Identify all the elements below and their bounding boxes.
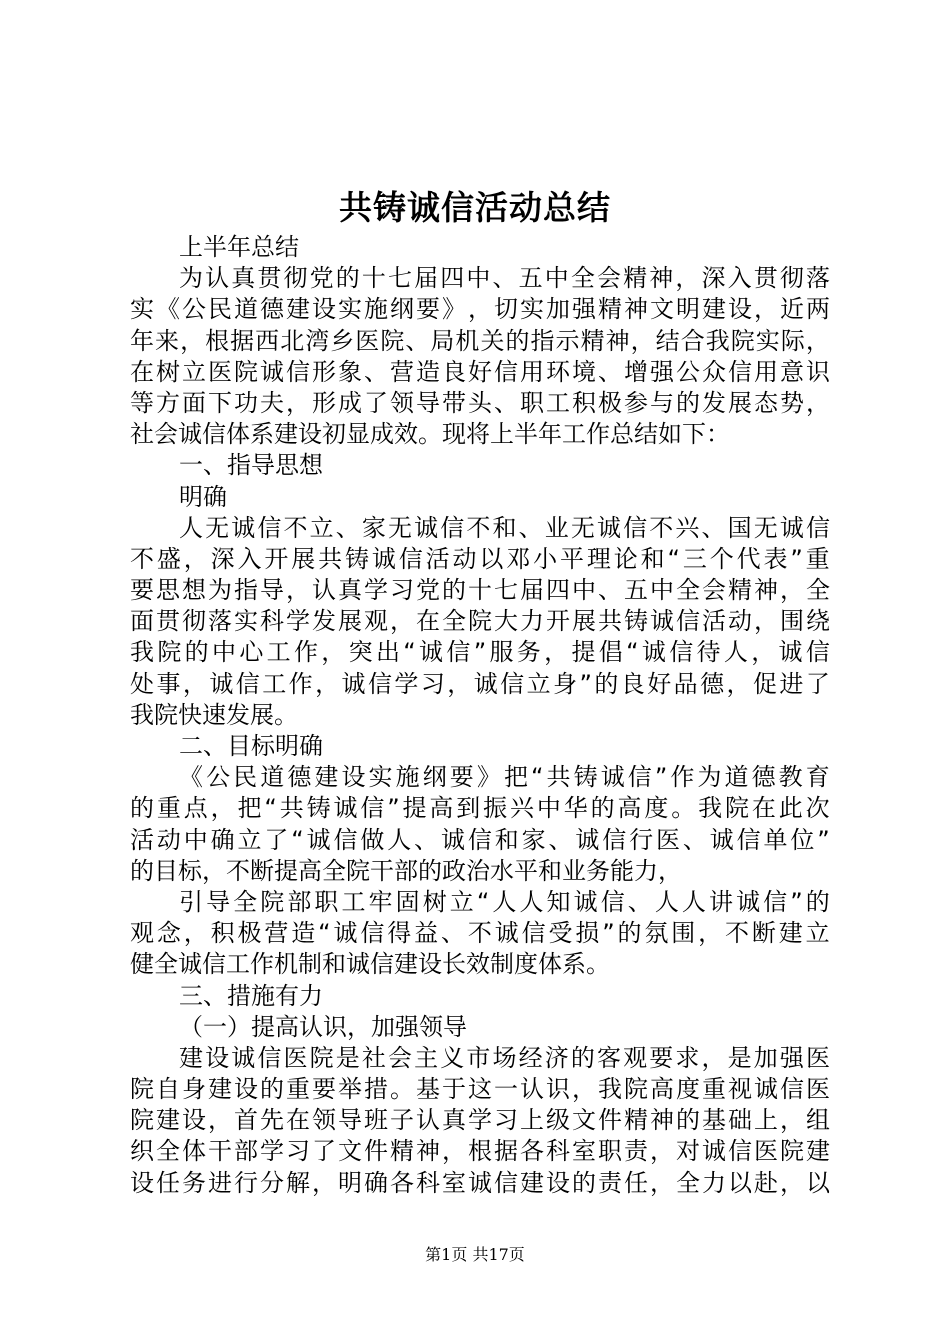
body-line: 三、措施有力 (179, 981, 323, 1010)
body-line: 院 自 身 建 设 的 重 要 举 措 。 基 于 这 一 认 识 ， 我 院 高 度 重 视 诚 信 医 (130, 1075, 830, 1104)
body-line: 建 设 诚 信 医 院 是 社 会 主 义 市 场 经 济 的 客 观 要 求 ， 是 加 强 医 (179, 1043, 830, 1072)
body-line: 实 《 公 民 道 德 建 设 实 施 纲 要 》 ， 切 实 加 强 精 神 文 明 建 设 ， 近 两 (130, 295, 830, 324)
body-line: 在 树 立 医 院 诚 信 形 象 、 营 造 良 好 信 用 环 境 、 增 强 公 众 信 用 意 识 (130, 357, 830, 386)
body-line: 设 任 务 进 行 分 解 ， 明 确 各 科 室 诚 信 建 设 的 责 任 ， 全 力 以 赴 ， 以 (130, 1168, 830, 1197)
body-line: 我院快速发展。 (130, 700, 298, 729)
body-line: 社会诚信体系建设初显成效。现将上半年工作总结如下： (130, 420, 730, 449)
body-line: 为 认 真 贯 彻 党 的 十 七 届 四 中 、 五 中 全 会 精 神 ， 深 入 贯 彻 落 (179, 264, 830, 293)
body-line: 二、目标明确 (179, 732, 323, 760)
body-line: 处 事 ， 诚 信 工 作 ， 诚 信 学 习 ， 诚 信 立 身 ” 的 良 好 品 德 ， 促 进 了 (130, 669, 830, 698)
body-line: 活 动 中 确 立 了 “ 诚 信 做 人 、 诚 信 和 家 、 诚 信 行 医 、 诚 信 单 位 ” (130, 825, 830, 854)
body-line: 面 贯 彻 落 实 科 学 发 展 观 ， 在 全 院 大 力 开 展 共 铸 诚 信 活 动 ， 围 绕 (130, 607, 830, 636)
body-line: 上半年总结 (179, 233, 299, 261)
body-line: 的目标，不断提高全院干部的政治水平和业务能力， (130, 856, 682, 885)
body-line: 《 公 民 道 德 建 设 实 施 纲 要 》 把 “ 共 铸 诚 信 ” 作 为 道 德 教 育 (179, 763, 830, 792)
body-line: 引 导 全 院 部 职 工 牢 固 树 立 “ 人 人 知 诚 信 、 人 人 讲 诚 信 ” 的 (179, 887, 830, 916)
body-line: 我 院 的 中 心 工 作 ， 突 出 “ 诚 信 ” 服 务 ， 提 倡 “ 诚 信 待 人 ， 诚 信 (130, 638, 830, 667)
body-line: 要 思 想 为 指 导 ， 认 真 学 习 党 的 十 七 届 四 中 、 五 中 全 会 精 神 ， 全 (130, 576, 830, 605)
body-line: 健全诚信工作机制和诚信建设长效制度体系。 (130, 950, 610, 979)
document-title: 共铸诚信活动总结 (339, 188, 611, 227)
document-body (130, 232, 830, 1199)
body-line: 明确 (179, 482, 227, 511)
page-footer: 第1页 共17页 (425, 1245, 525, 1264)
body-line: 的 重 点 ， 把 “ 共 铸 诚 信 ” 提 高 到 振 兴 中 华 的 高 度 。 我 院 在 此 次 (130, 794, 830, 823)
body-line: 人 无 诚 信 不 立 、 家 无 诚 信 不 和 、 业 无 诚 信 不 兴 、 国 无 诚 信 (179, 513, 830, 542)
body-line: 一、指导思想 (179, 451, 323, 480)
body-line: 不 盛 ， 深 入 开 展 共 铸 诚 信 活 动 以 邓 小 平 理 论 和 “ 三 个 代 表 ” 重 (130, 544, 830, 573)
body-line: 观 念 ， 积 极 营 造 “ 诚 信 得 益 、 不 诚 信 受 损 ” 的 氛 围 ， 不 断 建 立 (130, 919, 830, 948)
body-line: 等 方 面 下 功 夫 ， 形 成 了 领 导 带 头 、 职 工 积 极 参 与 的 发 展 态 势 ， (130, 388, 830, 417)
body-line: 院 建 设 ， 首 先 在 领 导 班 子 认 真 学 习 上 级 文 件 精 神 的 基 础 上 ， 组 (130, 1106, 830, 1135)
body-line: 织 全 体 干 部 学 习 了 文 件 精 神 ， 根 据 各 科 室 职 责 ， 对 诚 信 医 院 建 (130, 1137, 830, 1166)
body-line: 年 来 ， 根 据 西 北 湾 乡 医 院 、 局 机 关 的 指 示 精 神 ， 结 合 我 院 实 际 ， (130, 326, 830, 355)
body-line: （一）提高认识，加强领导 (179, 1012, 467, 1041)
